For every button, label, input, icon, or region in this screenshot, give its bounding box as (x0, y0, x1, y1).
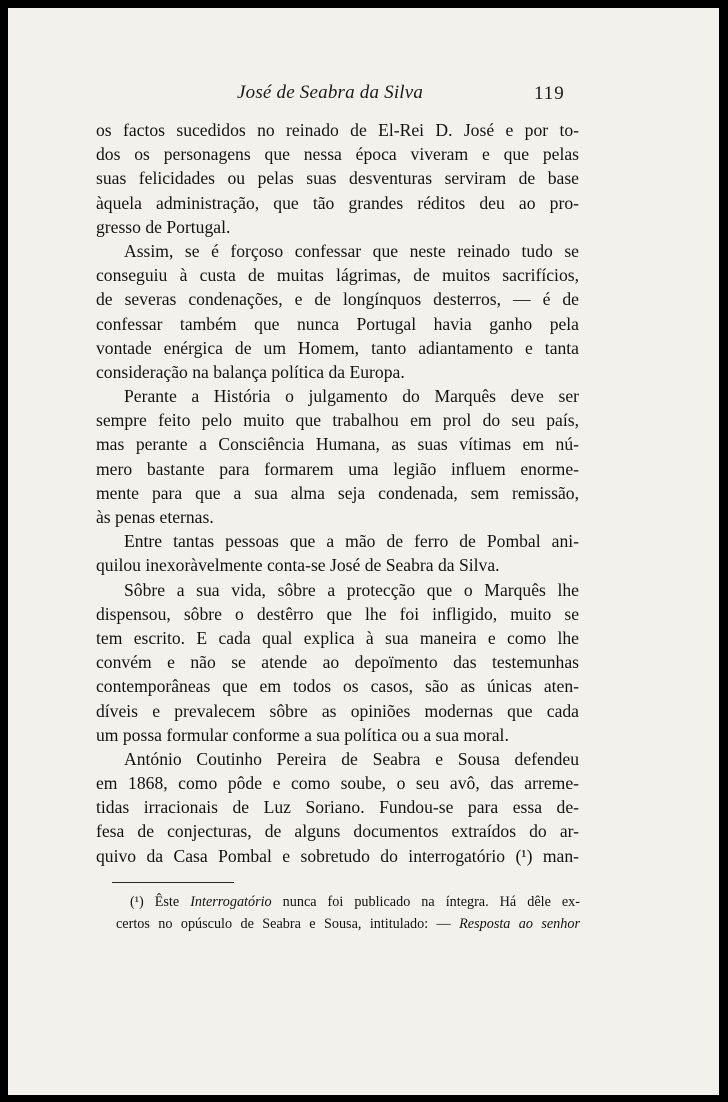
text-line: consideração na balança política da Europa. (96, 361, 405, 382)
text-line: gresso de Portugal. (96, 216, 231, 237)
text-line: Sôbre a sua vida, sôbre a protecção que o Marquês lhe (124, 579, 579, 600)
book-page (8, 8, 719, 1095)
text-line: dispensou, sôbre o destêrro que lhe foi infligido, muito se (96, 603, 579, 624)
footnote-rule (112, 882, 234, 883)
text-line: sempre feito pelo muito que trabalhou em prol do seu país, (96, 410, 579, 431)
running-head (8, 78, 719, 108)
text-line: às penas eternas. (96, 507, 214, 527)
text-line: convém e não se atende ao depoïmento das testemunhas (96, 652, 579, 673)
text-line: de severas condenações, e de longínquos desterros, — é de (96, 289, 579, 310)
text-line: um possa formular conforme a sua política ou a sua moral. (96, 724, 509, 745)
text-line: conseguiu à custa de muitas lágrimas, de muitos sacrifícios, (96, 265, 579, 286)
text-line: Entre tantas pessoas que a mão de ferro de Pombal ani- (124, 531, 579, 552)
text-line: Perante a História o julgamento do Marquês deve ser (124, 386, 579, 407)
text-line: vontade enérgica de um Homem, tanto adiantamento e tanta (96, 337, 579, 358)
footnote-italic-title: Interrogatório (190, 894, 272, 910)
footnote-line: certos no opúsculo de Seabra e Sousa, intitulado: — Resposta ao senhor (116, 915, 580, 932)
text-line: os factos sucedidos no reinado de El-Rei D. José e por to- (96, 120, 579, 140)
text-line: suas felicidades ou pelas suas desventuras serviram de base (96, 168, 579, 189)
page-number: 119 (534, 83, 565, 104)
body-text (96, 118, 579, 868)
text-line: mente para que a sua alma seja condenada, sem remissão, (96, 482, 579, 503)
text-line: quilou inexoràvelmente conta-se José de Seabra da Silva. (96, 555, 500, 576)
text-line: em 1868, como pôde e como soube, o seu avô, das arreme- (96, 773, 579, 794)
text-line: àquela administração, que tão grandes réditos deu ao pro- (96, 192, 579, 213)
text-line: mero bastante para formarem uma legião influem enorme- (96, 458, 579, 479)
footnote (116, 892, 580, 935)
text-line: tem escrito. E cada qual explica à sua maneira e como lhe (96, 627, 579, 648)
footnote-marker: (¹) (130, 894, 144, 910)
text-line: fesa de conjecturas, de alguns documentos extraídos do ar- (96, 821, 579, 842)
text-line: quivo da Casa Pombal e sobretudo do interrogatório (¹) man- (96, 845, 579, 866)
footnote-italic-reference: Resposta ao senhor (459, 915, 580, 932)
text-line: contemporâneas que em todos os casos, são as únicas aten- (96, 676, 579, 697)
text-line: António Coutinho Pereira de Seabra e Sousa defendeu (124, 748, 579, 769)
text-line: díveis e prevalecem sôbre as opiniões modernas que cada (96, 700, 579, 721)
text-line: confessar também que nunca Portugal havia ganho pela (96, 313, 579, 334)
text-line: tidas irracionais de Luz Soriano. Fundou-se para essa de- (96, 797, 579, 818)
footnote-line: (¹) Êste Interrogatório nunca foi publicado na íntegra. Há dêle ex- (130, 894, 581, 910)
text-line: dos os personagens que nessa época viveram e que pelas (96, 144, 579, 165)
running-head-title: José de Seabra da Silva (237, 82, 424, 103)
text-line: mas perante a Consciência Humana, as suas vítimas em nú- (96, 434, 579, 455)
text-line: Assim, se é forçoso confessar que neste reinado tudo se (124, 240, 579, 261)
